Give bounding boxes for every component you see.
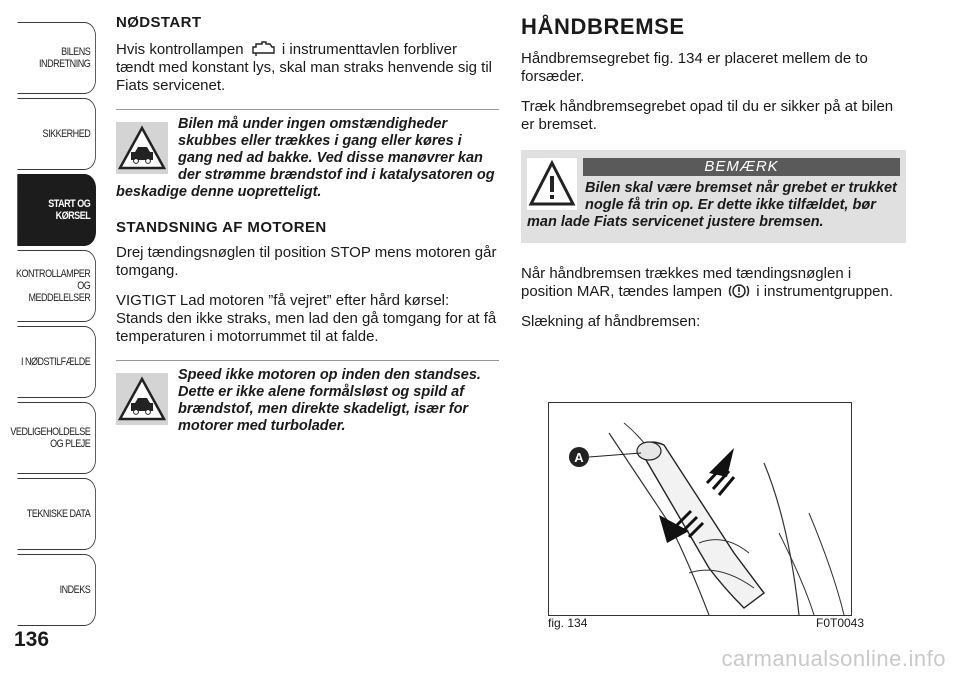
handbrake-para-2: Træk håndbremsegrebet opad til du er sikker på at bilen er bremset.: [521, 98, 894, 133]
handbrake-heading: HÅNDBREMSE: [521, 14, 685, 39]
handbrake-illustration: [549, 403, 851, 615]
handbrake-para-3: [521, 265, 906, 301]
tab-label: START OG KØRSEL: [48, 198, 91, 222]
warning-car-towing-icon: [116, 122, 168, 174]
para3-before: Når håndbremsen trækkes med tændingsnøglen i position MAR, tændes lampen: [521, 265, 852, 300]
note-title: BEMÆRK: [583, 158, 900, 176]
figure-caption: fig. 134: [548, 616, 588, 630]
tab-label: INDEKS: [59, 584, 91, 596]
tab-tekniske-data[interactable]: [17, 478, 96, 550]
tab-vedligeholdelse[interactable]: [10, 402, 96, 474]
tab-label: BILENS INDRETNING: [39, 46, 91, 70]
tab-nodstilfaelde[interactable]: [17, 326, 96, 398]
watermark: carmanualsonline.info: [721, 646, 946, 671]
left-column: [116, 14, 499, 453]
nodstart-text-after: i instrumenttavlen forbliver tændt med konstant lys, skal man straks henvende sig til Fiats servicenet.: [116, 41, 493, 94]
tab-bilens-indretning[interactable]: [17, 22, 96, 94]
callout-a-label: A: [574, 450, 584, 465]
page-number: 136: [14, 628, 50, 651]
tab-label: I NØDSTILFÆLDE: [20, 356, 91, 368]
nodstart-heading: NØDSTART: [116, 14, 202, 31]
warning-box-rev-engine: [116, 360, 499, 435]
stop-heading: STANDSNING AF MOTOREN: [116, 219, 327, 236]
warning-text: Bilen må under ingen omstændigheder skubbes eller trækkes i gang eller køres i gang ned ad bakke. Ved disse manøvrer kan der strømme brændstof ind i katalysatoren og beskadige denne uopretteligt.: [116, 116, 495, 200]
tab-label: VEDLIGEHOLDELSE OG PLEJE: [10, 426, 91, 450]
warning-car-icon: [116, 373, 168, 425]
warning-text: Speed ikke motoren op inden den standses. Dette er ikke alene formålsløst og spild af brændstof, men direkte skadeligt, især for motorer med turbolader.: [178, 367, 481, 434]
nodstart-text-before: Hvis kontrollampen: [116, 41, 244, 58]
engine-control-icon: [250, 39, 276, 57]
important-paragraph: VIGTIGT Lad motoren ”få vejret” efter hård kørsel: Stands den ikke straks, men lad den gå tomgang for at få temperaturen i motorrummet til at falde.: [116, 292, 497, 345]
tab-indeks[interactable]: [17, 554, 96, 626]
note-text: Bilen skal være bremset når grebet er trukket nogle få trin op. Er dette ikke tilfældet, bør man lade Fiats servicenet justere bremsen.: [527, 180, 897, 230]
tab-start-og-korsel[interactable]: [17, 174, 96, 246]
warning-triangle-icon: [527, 158, 577, 210]
tab-kontrollamper[interactable]: [17, 250, 96, 322]
pull-up-arrow: [707, 448, 734, 495]
tab-label: SIKKERHED: [42, 128, 91, 140]
note-box: [521, 150, 906, 243]
handbrake-para-1: Håndbremsegrebet fig. 134 er placeret mellem de to forsæder.: [521, 50, 868, 85]
right-column: [521, 14, 906, 343]
tab-sikkerhed[interactable]: [17, 98, 96, 170]
figure-code: F0T0043: [816, 616, 865, 630]
nodstart-paragraph: [116, 39, 499, 95]
chapter-tabs: [0, 0, 100, 678]
warning-box-push-start: [116, 109, 499, 201]
figure-handbrake: [548, 402, 852, 616]
stop-paragraph: Drej tændingsnøglen til position STOP mens motoren går tomgang.: [116, 244, 497, 279]
brake-warning-icon: [728, 283, 750, 299]
handbrake-para-4: Slækning af håndbremsen:: [521, 313, 701, 330]
tab-label: TEKNISKE DATA: [26, 508, 91, 520]
tab-label: KONTROLLAMPER OG MEDDELELSER: [15, 268, 91, 304]
para3-after: i instrumentgruppen.: [756, 283, 894, 300]
